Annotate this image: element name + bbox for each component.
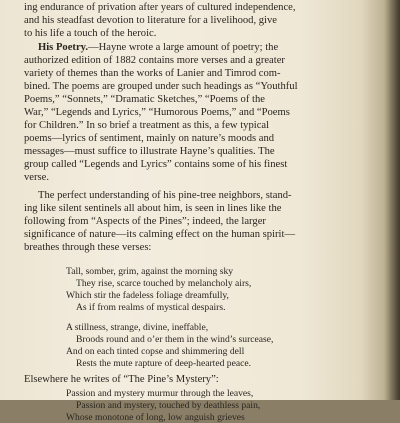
section-first-line <box>38 42 278 54</box>
text-line: verse. <box>24 172 49 183</box>
text-line: variety of themes than the works of Lanier and Timrod com- <box>24 68 281 79</box>
poem-line: Passion and mystery murmur through the leaves, <box>66 388 254 399</box>
text-line: and his steadfast devotion to literature for a livelihood, give <box>24 15 278 26</box>
book-spine-shadow <box>384 0 400 400</box>
text-line: ing like silent sentinels all about him, is seen in lines like the <box>24 203 282 214</box>
poem-line: Passion and mystery, touched by deathless pain, <box>76 400 261 411</box>
text-line: ing endurance of privation after years of cultured independence, <box>24 2 296 13</box>
text-line: group called “Legends and Lyrics” contains some of his finest <box>24 159 288 170</box>
text-line: significance of nature—its calming effect on the human spirit— <box>24 229 296 240</box>
text-line: authorized edition of 1882 contains more verses and a greater <box>24 55 285 66</box>
text-line: breathes through these verses: <box>24 242 152 253</box>
poem-line: Broods round and o’er them in the wind’s surcease, <box>76 334 274 345</box>
text-line: The perfect understanding of his pine-tree neighbors, stand- <box>38 190 292 201</box>
heading-dash: — <box>88 42 99 53</box>
text-line: to his life a touch of the heroic. <box>24 28 157 39</box>
text-line: Poems,” “Sonnets,” “Dramatic Sketches,” “Poems of the <box>24 94 265 105</box>
poem-line: Which stir the fadeless foliage dreamfully, <box>66 290 229 301</box>
text-line: Elsewhere he writes of “The Pine’s Mystery”: <box>24 374 219 385</box>
poem-line: They rise, scarce touched by melancholy airs, <box>76 278 252 289</box>
poem-line: Tall, somber, grim, against the morning sky <box>66 266 234 277</box>
poem-line: Whose monotone of long, low anguish grieves <box>66 412 245 423</box>
text-line: following from “Aspects of the Pines”; indeed, the larger <box>24 216 266 227</box>
text-line: War,” “Legends and Lyrics,” “Humorous Poems,” and “Poems <box>24 107 290 118</box>
text-line: messages—must suffice to illustrate Hayne’s qualities. The <box>24 146 275 157</box>
poem-line: Rests the mute rapture of deep-hearted peace. <box>76 358 252 369</box>
section-heading: His Poetry. <box>38 42 89 53</box>
poem-line: As if from realms of mystical despairs. <box>76 302 226 313</box>
text-line: bined. The poems are grouped under such headings as “Youthful <box>24 81 298 92</box>
section-first-line-text: Hayne wrote a large amount of poetry; the <box>98 42 279 53</box>
text-line: for Children.” In so brief a treatment as this, a few typical <box>24 120 270 131</box>
poem-line: A stillness, strange, divine, ineffable, <box>66 322 209 333</box>
poem-line: And on each tinted copse and shimmering dell <box>66 346 245 357</box>
text-line: poems—lyrics of sentiment, mainly on nature’s moods and <box>24 133 275 144</box>
